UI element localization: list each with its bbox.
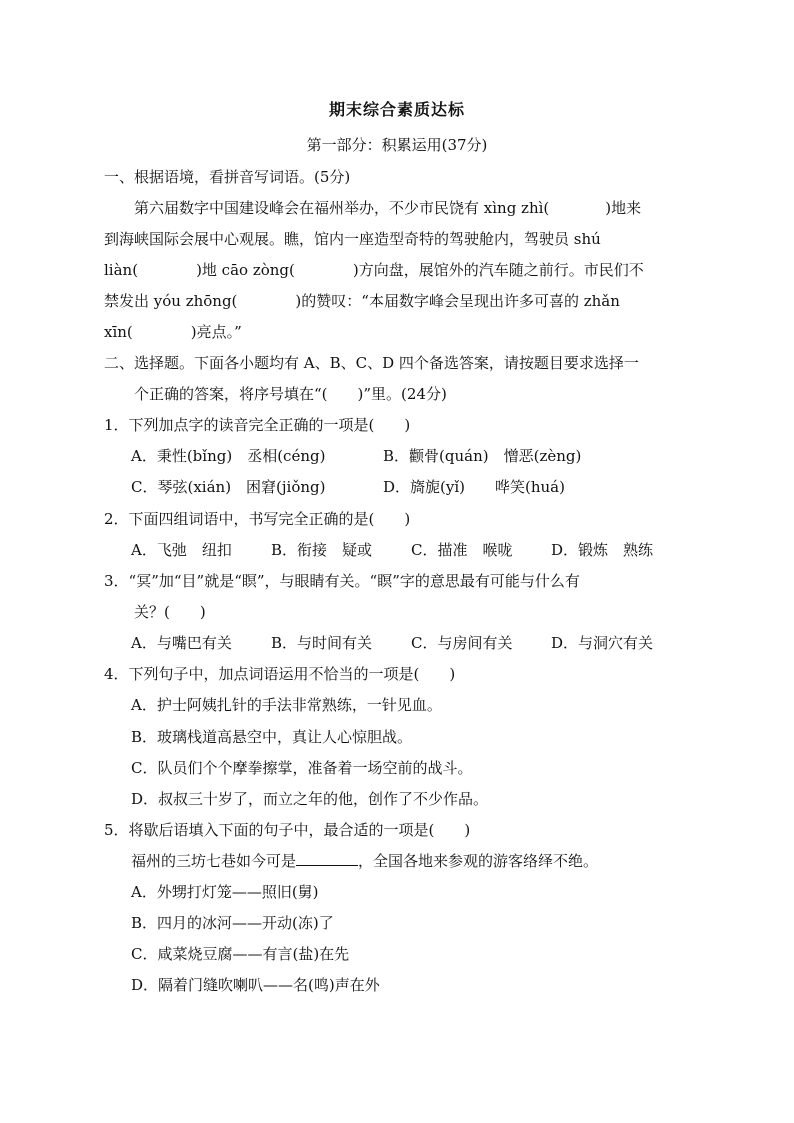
para-text: xīn( (104, 323, 133, 341)
section2-heading-line1: 二、选择题。下面各小题均有 A、B、C、D 四个备选答案，请按题目要求选择一 (104, 354, 639, 372)
para-text: )地来 (605, 199, 642, 217)
para-text: liàn( (104, 261, 139, 279)
q3-stem-line2: 关？( ) (134, 603, 206, 621)
q2-option-c[interactable]: C．描准 喉咙 (411, 541, 513, 559)
para-text: )方向盘，展馆外的汽车随之前行。市民们不 (352, 261, 644, 279)
section1-para-line5 (104, 322, 242, 342)
q3-stem-line1: 3．“冥”加“目”就是“瞑”，与眼睛有关。“瞑”字的意思最有可能与什么有 (104, 572, 580, 590)
para-text: )的赞叹：“本届数字峰会呈现出许多可喜的 zhǎn (295, 292, 620, 310)
sentence-text: ，全国各地来参观的游客络绎不绝。 (358, 852, 599, 870)
q2-option-d[interactable]: D．锻炼 熟练 (551, 541, 654, 559)
fill-blank[interactable] (296, 851, 358, 866)
q4-option-c[interactable]: C．队员们个个摩拳擦掌，准备着一场空前的战斗。 (131, 759, 473, 777)
q1-option-a[interactable]: A．秉性(bǐng) 丞相(céng) (131, 447, 326, 465)
para-text: 第六届数字中国建设峰会在福州举办，不少市民饶有 xìng zhì( (134, 199, 550, 217)
q1-option-b[interactable]: B．颧骨(quán) 憎恶(zèng) (383, 447, 582, 465)
q4-stem: 4．下列句子中，加点词语运用不恰当的一项是( ) (104, 665, 456, 683)
q3-option-a[interactable]: A．与嘴巴有关 (131, 634, 232, 652)
q5-option-b[interactable]: B．四月的冰河——开动(冻)了 (131, 914, 334, 932)
para-text: )亮点。” (190, 323, 242, 341)
q3-option-b[interactable]: B．与时间有关 (271, 634, 373, 652)
q4-option-b[interactable]: B．玻璃栈道高悬空中，真让人心惊胆战。 (131, 728, 413, 746)
q3-option-c[interactable]: C．与房间有关 (411, 634, 513, 652)
para-text: 禁发出 yóu zhōng( (104, 292, 238, 310)
section1-para-line4 (104, 291, 620, 311)
section1-para-line2: 到海峡国际会展中心观展。瞧，馆内一座造型奇特的驾驶舱内，驾驶员 shú (104, 230, 601, 248)
section2-heading-line2: 个正确的答案，将序号填在“( )”里。(24分) (134, 385, 447, 403)
q2-option-b[interactable]: B．衔接 疑或 (271, 541, 373, 559)
q1-option-d[interactable]: D．旖旎(yǐ) 哗笑(huá) (383, 478, 565, 496)
sentence-text: 福州的三坊七巷如今可是 (131, 852, 297, 870)
para-text: )地 cāo zòng( (196, 261, 295, 279)
q5-sentence (131, 851, 598, 871)
q4-option-d[interactable]: D．叔叔三十岁了，而立之年的他，创作了不少作品。 (131, 790, 489, 808)
section1-para-line1 (134, 198, 641, 218)
q5-option-a[interactable]: A．外甥打灯笼——照旧(舅) (131, 883, 319, 901)
section1-heading: 一、根据语境，看拼音写词语。(5分) (104, 168, 351, 186)
page-title: 期末综合素质达标 (328, 100, 465, 119)
q1-stem: 1．下列加点字的读音完全正确的一项是( ) (104, 416, 411, 434)
q4-option-a[interactable]: A．护士阿姨扎针的手法非常熟练，一针见血。 (131, 696, 442, 714)
q2-stem: 2．下面四组词语中，书写完全正确的是( ) (104, 510, 411, 528)
q5-stem: 5．将歇后语填入下面的句子中，最合适的一项是( ) (104, 821, 471, 839)
q3-option-d[interactable]: D．与洞穴有关 (551, 634, 654, 652)
q2-option-a[interactable]: A．飞弛 纽扣 (131, 541, 232, 559)
q5-option-c[interactable]: C．咸菜烧豆腐——有言(盐)在先 (131, 945, 350, 963)
part-subtitle: 第一部分：积累运用(37分) (306, 136, 488, 154)
section1-para-line3 (104, 260, 644, 280)
q1-option-c[interactable]: C．琴弦(xián) 困窘(jiǒng) (131, 478, 326, 496)
q5-option-d[interactable]: D．隔着门缝吹喇叭——名(鸣)声在外 (131, 976, 380, 994)
